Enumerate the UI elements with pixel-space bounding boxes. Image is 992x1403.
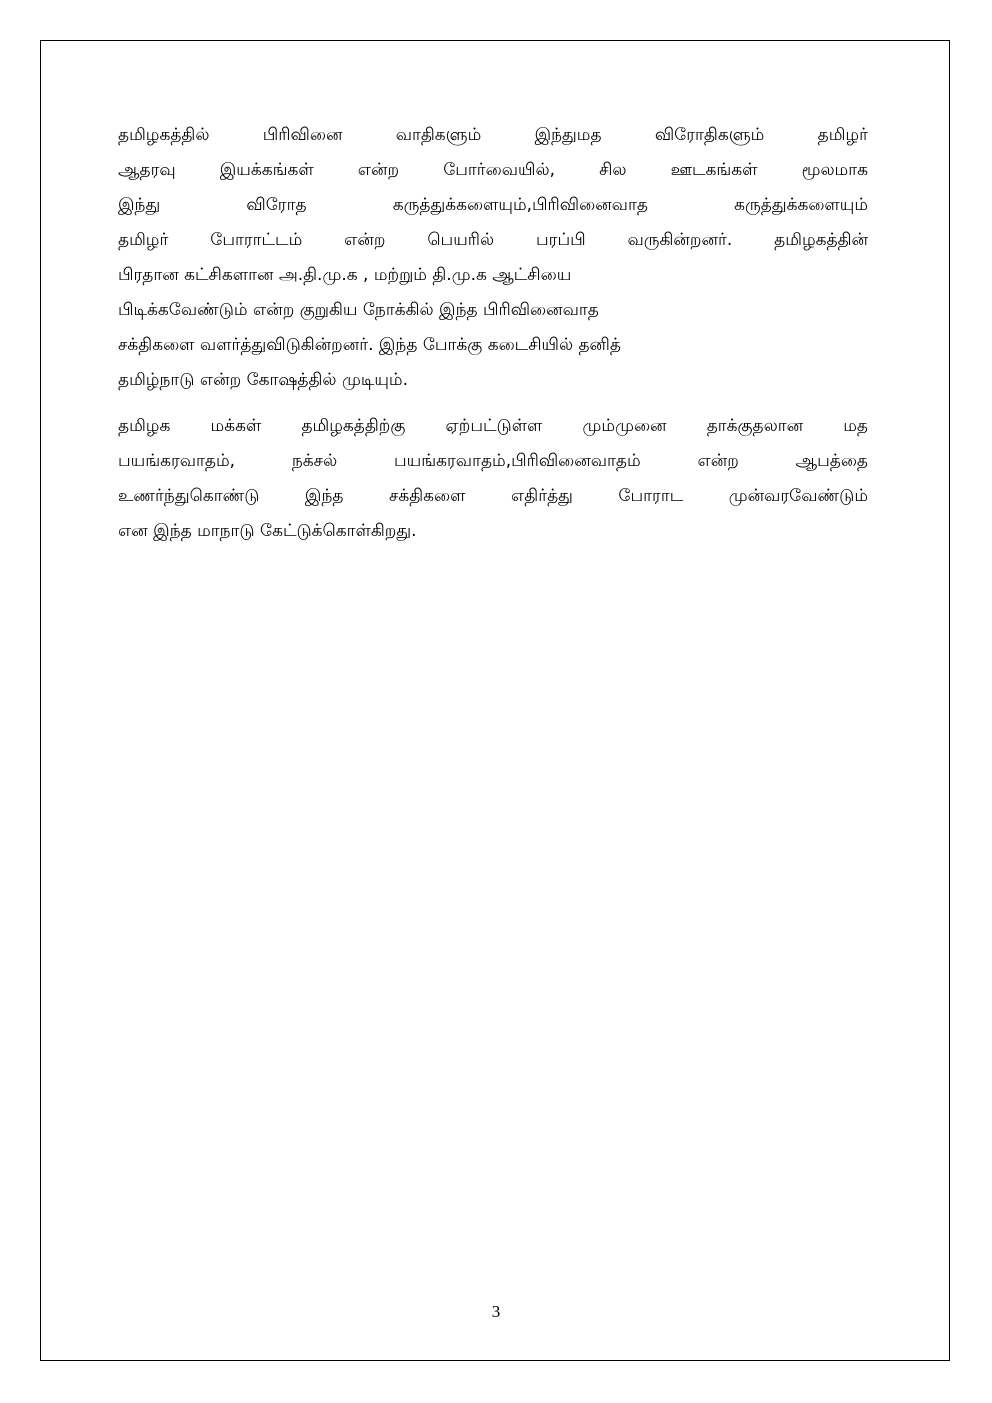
text-line: ஆதரவு இயக்கங்கள் என்ற போர்வையில், சில ஊடகங்கள் மூலமாக xyxy=(118,160,868,180)
text-line: தமிழக மக்கள் தமிழகத்திற்கு ஏற்பட்டுள்ள மும்முனை தாக்குதலான மத xyxy=(118,416,868,436)
text-line: பயங்கரவாதம், நக்சல் பயங்கரவாதம்,பிரிவினைவாதம் என்ற ஆபத்தை xyxy=(118,451,868,471)
text-line: இந்து விரோத கருத்துக்களையும்,பிரிவினைவாத கருத்துக்களையும் xyxy=(118,195,868,215)
page-number: 3 xyxy=(491,1302,501,1321)
text-line: என இந்த மாநாடு கேட்டுக்கொள்கிறது. xyxy=(118,521,417,541)
paragraph-2 xyxy=(118,409,868,549)
text-line: உணர்ந்துகொண்டு இந்த சக்திகளை எதிர்த்து போராட முன்வரவேண்டும் xyxy=(118,486,868,506)
document-body xyxy=(118,118,868,560)
text-line: சக்திகளை வளர்த்துவிடுகின்றனர். இந்த போக்கு கடைசியில் தனித் xyxy=(118,335,621,355)
text-line: பிடிக்கவேண்டும் என்ற குறுகிய நோக்கில் இந்த பிரிவினைவாத xyxy=(118,300,599,320)
text-line: தமிழ்நாடு என்ற கோஷத்தில் முடியும். xyxy=(118,370,409,390)
paragraph-1 xyxy=(118,118,868,398)
text-line: தமிழர் போராட்டம் என்ற பெயரில் பரப்பி வருகின்றனர். தமிழகத்தின் xyxy=(118,230,868,250)
text-line: தமிழகத்தில் பிரிவினை வாதிகளும் இந்துமத விரோதிகளும் தமிழர் xyxy=(118,125,868,145)
text-line: பிரதான கட்சிகளான அ.தி.மு.க , மற்றும் தி.மு.க ஆட்சியை xyxy=(118,265,572,285)
